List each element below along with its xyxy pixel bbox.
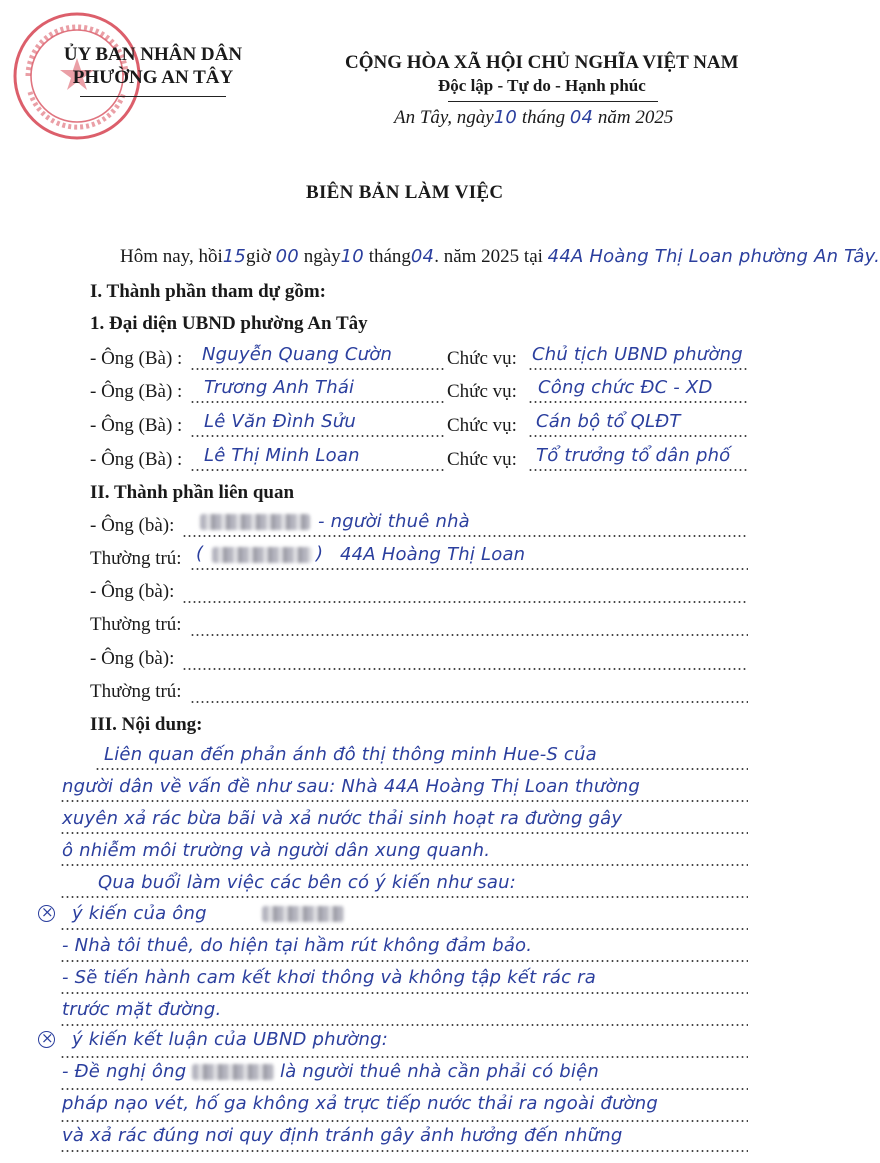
member-4-name: Lê Thị Minh Loan [204, 445, 360, 466]
content-line-8: - Sẽ tiến hành cam kết khơi thông và không tập kết rác ra [62, 967, 596, 988]
content-line-dots-4 [60, 864, 748, 866]
related-3-dots [182, 668, 748, 670]
residence-3-dots [190, 701, 748, 703]
org-name-line2: PHƯỜNG AN TÂY [72, 67, 234, 88]
content-line-10: ý kiến kết luận của UBND phường: [72, 1029, 389, 1050]
section-2-heading: II. Thành phần liên quan [90, 482, 295, 503]
date-prefix: An Tây, ngày [394, 107, 494, 128]
member-1-role-dots [528, 368, 748, 370]
nation-title: CỘNG HÒA XÃ HỘI CHỦ NGHĨA VIỆT NAM [345, 52, 739, 73]
residence-1-value: 44A Hoàng Thị Loan [340, 544, 526, 565]
member-4-role: Tổ trưởng tổ dân phố [536, 445, 731, 466]
intro-text-5: . năm 2025 tại [434, 246, 543, 267]
redacted-name-3 [192, 1064, 274, 1080]
content-line-13: pháp nạo vét, hố ga không xả trực tiếp nước thải ra ngoài đường [62, 1093, 659, 1114]
related-1-note: - người thuê nhà [318, 511, 470, 532]
member-1-role: Chủ tịch UBND phường [532, 344, 743, 365]
member-4-role-dots [528, 469, 748, 471]
member-3-role-dots [528, 435, 748, 437]
member-4-dots [190, 469, 444, 471]
intro-text-4: tháng [368, 246, 411, 267]
content-line-dots-9 [60, 1024, 748, 1026]
residence-1-open-paren: ( [196, 543, 204, 564]
content-line-11: - Đề nghị ông [62, 1061, 187, 1082]
member-3-role: Cán bộ tổ QLĐT [536, 411, 681, 432]
date-year: năm 2025 [597, 107, 674, 128]
related-1-dots [182, 535, 748, 537]
content-line-14: và xả rác đúng nơi quy định tránh gây ảnh hưởng đến những [62, 1125, 623, 1146]
redacted-id-1 [212, 547, 312, 563]
content-line-dots-3 [60, 832, 748, 834]
member-2-name: Trương Anh Thái [204, 377, 355, 398]
residence-1-label: Thường trú: [90, 548, 182, 569]
redacted-name-1 [200, 514, 310, 530]
content-line-1: Liên quan đến phản ánh đô thị thông minh Hue-S của [104, 744, 597, 765]
motto: Độc lập - Tự do - Hạnh phúc [438, 76, 646, 95]
member-2-role: Công chức ĐC - XD [538, 377, 713, 398]
content-line-3: xuyên xả rác bừa bãi và xả nước thải sinh hoạt ra đường gây [62, 808, 623, 829]
section-1-heading: I. Thành phần tham dự gồm: [90, 281, 326, 302]
content-line-dots-11 [60, 1088, 748, 1090]
content-line-dots-12 [60, 1120, 748, 1122]
content-line-dots-10 [60, 1056, 748, 1058]
content-line-6: ý kiến của ông [72, 903, 207, 924]
content-line-2: người dân về vấn đề như sau: Nhà 44A Hoàng Thị Loan thường [62, 776, 640, 797]
org-name-line1: ỦY BAN NHÂN DÂN [63, 44, 243, 65]
related-2-label: - Ông (bà): [90, 581, 175, 602]
content-line-4: ô nhiễm môi trường và người dân xung quanh. [62, 840, 491, 861]
content-line-7: - Nhà tôi thuê, do hiện tại hầm rút không đảm bảo. [62, 935, 533, 956]
intro-hour: 15 [222, 246, 247, 267]
member-1-label: - Ông (Bà) : [90, 348, 183, 369]
member-1-dots [190, 368, 444, 370]
section-3-heading: III. Nội dung: [90, 714, 203, 735]
member-3-label: - Ông (Bà) : [90, 415, 183, 436]
content-line-dots-1 [95, 768, 748, 770]
residence-2-label: Thường trú: [90, 614, 182, 635]
intro-minute: 00 [275, 246, 299, 267]
member-4-role-label: Chức vụ: [447, 449, 517, 470]
intro-text-1: Hôm nay, hồi [120, 246, 223, 267]
content-line-dots-13 [60, 1150, 748, 1152]
residence-2-dots [190, 634, 748, 636]
member-3-dots [190, 435, 444, 437]
date-month-label: tháng [521, 107, 566, 128]
intro-text-2: giờ [246, 246, 271, 267]
date-month: 04 [569, 107, 594, 128]
intro-day: 10 [340, 246, 364, 267]
redacted-name-2 [262, 906, 344, 922]
date-line [394, 107, 673, 129]
related-1-label: - Ông (bà): [90, 515, 175, 536]
member-3-role-label: Chức vụ: [447, 415, 517, 436]
content-line-dots-5 [60, 896, 748, 898]
date-day: 10 [493, 107, 518, 128]
related-2-dots [182, 601, 748, 603]
intro-line [120, 246, 880, 268]
intro-month: 04 [410, 246, 435, 267]
member-2-role-dots [528, 401, 748, 403]
member-1-name: Nguyễn Quang Cườn [202, 344, 393, 365]
content-line-dots-8 [60, 992, 748, 994]
content-line-12: là người thuê nhà cần phải có biện [280, 1061, 599, 1082]
content-line-9: trước mặt đường. [62, 999, 222, 1020]
intro-text-3: ngày [303, 246, 341, 267]
residence-1-dots [190, 568, 748, 570]
member-4-label: - Ông (Bà) : [90, 449, 183, 470]
section-1-subheading: 1. Đại diện UBND phường An Tây [90, 313, 368, 334]
content-line-dots-6 [60, 928, 748, 930]
member-3-name: Lê Văn Đình Sửu [204, 411, 357, 432]
conclusion-bullet-icon [38, 1031, 55, 1048]
content-line-dots-7 [60, 960, 748, 962]
org-underline [80, 96, 226, 97]
residence-3-label: Thường trú: [90, 681, 182, 702]
document-title: BIÊN BẢN LÀM VIỆC [306, 182, 504, 203]
member-2-role-label: Chức vụ: [447, 381, 517, 402]
content-line-5: Qua buổi làm việc các bên có ý kiến như sau: [98, 872, 516, 893]
motto-underline [448, 101, 658, 102]
related-3-label: - Ông (bà): [90, 648, 175, 669]
member-1-role-label: Chức vụ: [447, 348, 517, 369]
residence-1-close-paren: ) [316, 543, 324, 564]
member-2-dots [190, 401, 444, 403]
content-line-dots-2 [60, 800, 748, 802]
member-2-label: - Ông (Bà) : [90, 381, 183, 402]
intro-place: 44A Hoàng Thị Loan phường An Tây. [547, 246, 880, 267]
opinion-bullet-icon [38, 905, 55, 922]
